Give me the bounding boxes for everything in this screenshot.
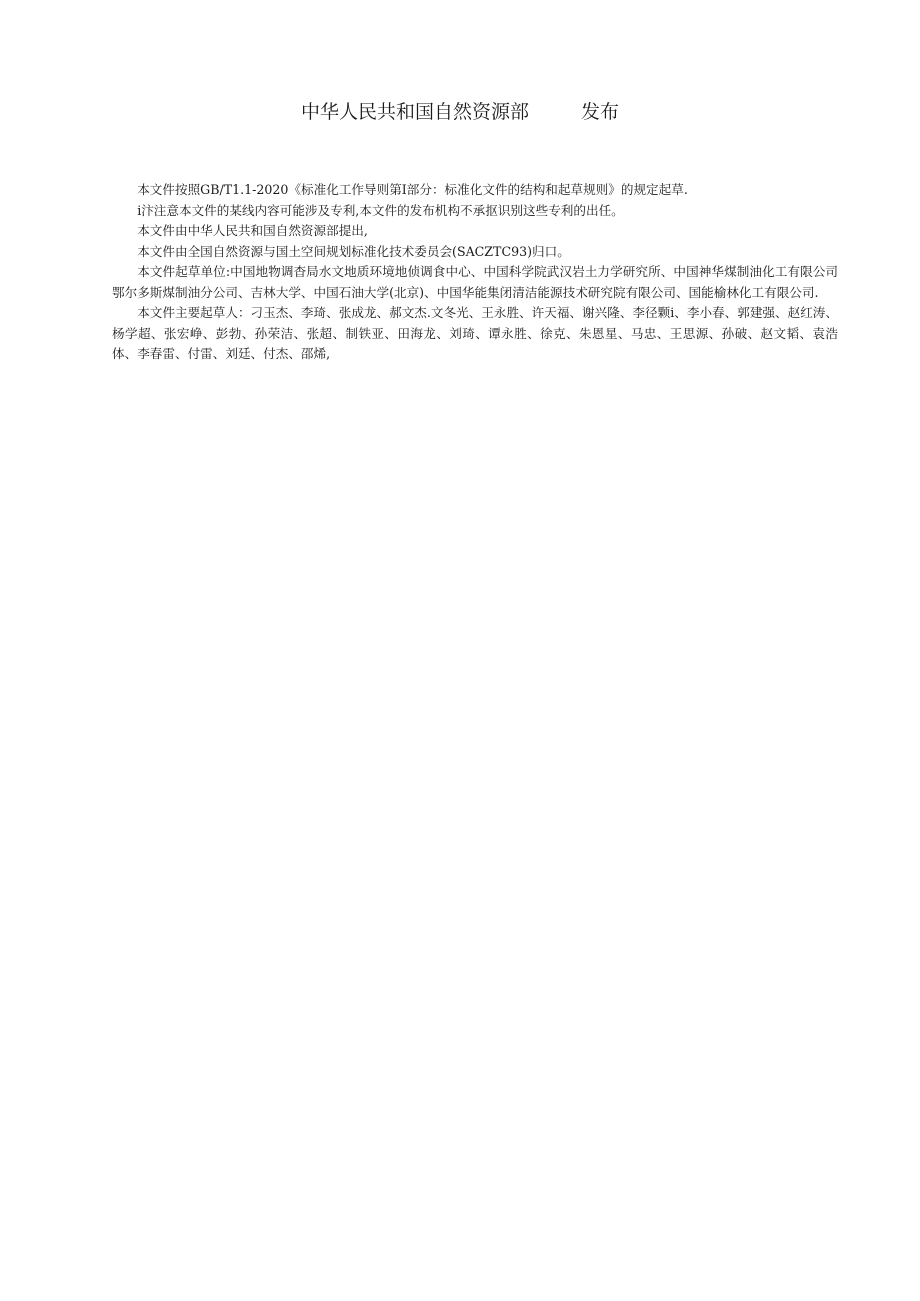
paragraph-proposed-by: 本文件由中华人民共和国自然资源部提出, (137, 223, 368, 238)
paragraph-technical-committee: 本文件由全国自然资源与国土空间规划标准化技术委员会(SACZTC93)归口。 (137, 243, 570, 259)
issuer-name: 中华人民共和国自然资源部 (300, 101, 529, 123)
foreword-body (112, 180, 838, 365)
publish-label: 发布 (581, 101, 620, 123)
paragraph-patent-notice: i汴注意本文件的某线内容可能涉及专利,本文件的发布机构不承抠识别这些专利的出任。 (137, 202, 624, 218)
publisher-line (0, 97, 920, 124)
paragraph-drafting-organizations: 本文件起草单位:中国地物调杳局水文地质环境地侦调食中心、中国科学院武汉岩土力学研究所、中国神华煤制油化工有限公司鄂尔多斯煤制油分公司、吉林大学、中国石油大学(北京)、中国华能集闭清洁能源技术研究院有限公司、国能榆林化工有限公司. (112, 264, 838, 300)
paragraph-drafting-rules: 本文件按照GB/T1.1-2020《标准化工作导则第I部分：标准化文件的结构和起草规则》的规定起草. (137, 182, 688, 197)
paragraph-drafters: 本文件主要起草人：刁玉杰、李琦、张成龙、郝文杰.文冬光、王永胜、许天福、谢兴隆、李径颗i、李小春、郭建强、赵红涛、杨学超、张宏峥、彭勃、孙荣洁、张超、制铁亚、田海龙、刘琦、谭永胜、徐克、朱恩星、马忠、王思源、孙破、赵文韬、袁浩体、李春雷、付雷、刘廷、付杰、邵烯, (112, 305, 838, 361)
